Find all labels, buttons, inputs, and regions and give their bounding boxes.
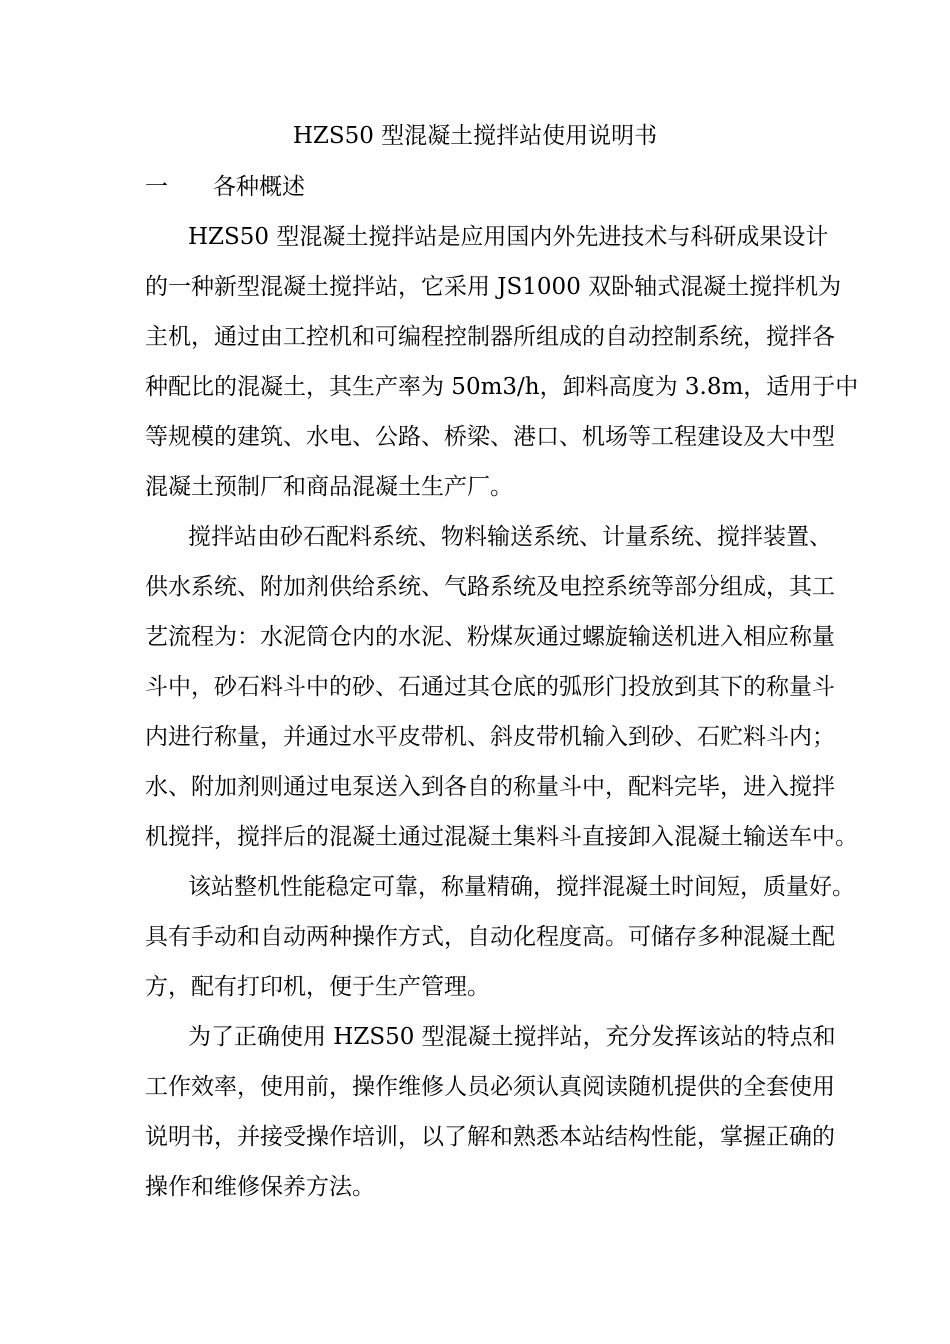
paragraph-line: 机搅拌，搅拌后的混凝土通过混凝土集料斗直接卸入混凝土输送车中。 [145, 824, 858, 850]
paragraph-line: 等规模的建筑、水电、公路、桥梁、港口、机场等工程建设及大中型 [145, 424, 835, 450]
paragraph-line: 艺流程为：水泥筒仓内的水泥、粉煤灰通过螺旋输送机进入相应称量 [145, 624, 835, 650]
paragraph-line: 操作和维修保养方法。 [145, 1174, 375, 1200]
paragraph-line: 斗中，砂石料斗中的砂、石通过其仓底的弧形门投放到其下的称量斗 [145, 674, 835, 700]
paragraph-line: 混凝土预制厂和商品混凝土生产厂。 [145, 474, 513, 500]
paragraph-line: 主机，通过由工控机和可编程控制器所组成的自动控制系统，搅拌各 [145, 324, 835, 350]
paragraph-line: 供水系统、附加剂供给系统、气路系统及电控系统等部分组成，其工 [145, 574, 835, 600]
paragraph-line: 为了正确使用 HZS50 型混凝土搅拌站，充分发挥该站的特点和 [188, 1024, 836, 1050]
document-title: HZS50 型混凝土搅拌站使用说明书 [292, 123, 658, 149]
paragraph-line: 搅拌站由砂石配料系统、物料输送系统、计量系统、搅拌装置、 [188, 524, 832, 550]
section-number: 一 [145, 174, 168, 200]
paragraph-line: HZS50 型混凝土搅拌站是应用国内外先进技术与科研成果设计 [188, 224, 829, 250]
paragraph-line: 说明书，并接受操作培训，以了解和熟悉本站结构性能，掌握正确的 [145, 1124, 835, 1150]
paragraph-line: 方，配有打印机，便于生产管理。 [145, 974, 490, 1000]
paragraph-line: 内进行称量，并通过水平皮带机、斜皮带机输入到砂、石贮料斗内； [145, 724, 835, 750]
paragraph-line: 的一种新型混凝土搅拌站，它采用 JS1000 双卧轴式混凝土搅拌机为 [145, 274, 842, 300]
section-title: 各种概述 [213, 174, 305, 200]
paragraph-line: 工作效率，使用前，操作维修人员必须认真阅读随机提供的全套使用 [145, 1074, 835, 1100]
paragraph-line: 水、附加剂则通过电泵送入到各自的称量斗中，配料完毕，进入搅拌 [145, 774, 835, 800]
paragraph-line: 该站整机性能稳定可靠，称量精确，搅拌混凝土时间短，质量好。 [188, 874, 855, 900]
paragraph-line: 具有手动和自动两种操作方式，自动化程度高。可储存多种混凝土配 [145, 924, 835, 950]
section-heading [145, 172, 305, 202]
paragraph-line: 种配比的混凝土，其生产率为 50m3/h，卸料高度为 3.8m，适用于中 [145, 374, 859, 400]
